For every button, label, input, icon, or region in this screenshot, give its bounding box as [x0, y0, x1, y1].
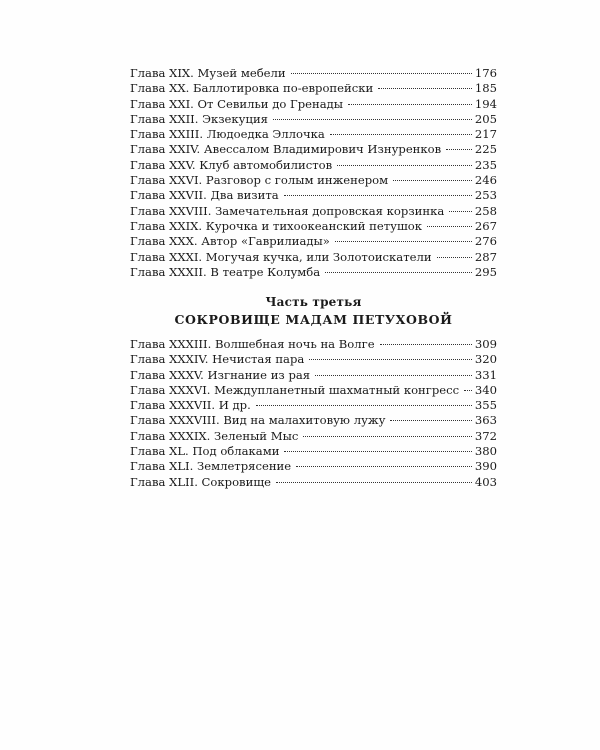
toc-entry: [130, 429, 497, 444]
toc-entry-title: Глава XX. Баллотировка по-европейски: [130, 81, 374, 96]
toc-entry: [130, 112, 497, 127]
toc-entry: [130, 81, 497, 96]
toc-entry-title: Глава XXXVIII. Вид на малахитовую лужу: [130, 413, 386, 428]
toc-entry: [130, 204, 497, 219]
toc-entry-page-number: 355: [474, 398, 497, 413]
toc-entry-title: Глава XXVIII. Замечательная допровская корзинка: [130, 203, 445, 218]
part-label: Часть третья: [265, 295, 362, 309]
toc-entry-title: Глава XXX. Автор «Гаврилиады»: [130, 234, 330, 249]
dot-leader: [284, 451, 471, 452]
dot-leader: [273, 119, 472, 120]
toc-entry-page-number: 253: [474, 188, 497, 203]
toc-entry: [130, 234, 497, 249]
toc-entry-title: Глава XL. Под облаками: [130, 444, 280, 459]
toc-entry: [130, 444, 497, 459]
toc-entry-title: Глава XXXI. Могучая кучка, или Золотоискатели: [130, 249, 432, 264]
toc-entry: [130, 337, 497, 352]
toc-entry: [130, 352, 497, 367]
dot-leader: [380, 344, 472, 345]
part-title: СОКРОВИЩЕ МАДАМ ПЕТУХОВОЙ: [174, 312, 453, 327]
dot-leader: [291, 73, 472, 74]
toc-entry: [130, 173, 497, 188]
toc-entry-title: Глава XXVII. Два визита: [130, 188, 279, 203]
dot-leader: [284, 195, 472, 196]
toc-entry-page-number: 235: [474, 157, 497, 172]
toc-entry-page-number: 380: [474, 444, 497, 459]
dot-leader: [446, 149, 472, 150]
dot-leader: [348, 104, 472, 105]
toc-entry-page-number: 295: [474, 264, 497, 279]
toc-entry: [130, 142, 497, 157]
dot-leader: [256, 405, 472, 406]
toc-entry-title: Глава XXI. От Севильи до Гренады: [130, 96, 343, 111]
toc-entry: [130, 475, 497, 490]
toc-entry: [130, 250, 497, 265]
toc-entry: [130, 383, 497, 398]
toc-entry: [130, 66, 497, 81]
dot-leader: [303, 436, 472, 437]
dot-leader: [315, 375, 472, 376]
toc-entry: [130, 368, 497, 383]
toc-entry: [130, 219, 497, 234]
dot-leader: [449, 211, 472, 212]
toc-entry-page-number: 320: [474, 352, 497, 367]
toc-entry-title: Глава XIX. Музей мебели: [130, 66, 286, 80]
dot-leader: [276, 482, 472, 483]
toc-entry: [130, 265, 497, 280]
toc-entry: [130, 97, 497, 112]
toc-entry: [130, 158, 497, 173]
toc-entry-page-number: 185: [474, 81, 497, 96]
toc-entry: [130, 459, 497, 474]
toc-entry-page-number: 309: [474, 337, 497, 351]
toc-entry-page-number: 403: [474, 474, 497, 489]
dot-leader: [390, 420, 471, 421]
toc-entry-title: Глава XXXVI. Междупланетный шахматный конгресс: [130, 382, 460, 397]
toc-entry-page-number: 363: [474, 413, 497, 428]
toc-entry-title: Глава XXXVII. И др.: [130, 398, 251, 413]
toc-entry-title: Глава XXIX. Курочка и тихоокеанский петушок: [130, 218, 423, 233]
dot-leader: [335, 241, 472, 242]
toc-entry-page-number: 217: [474, 127, 497, 142]
toc-entry-title: Глава XXVI. Разговор с голым инженером: [130, 173, 389, 188]
dot-leader: [464, 390, 472, 391]
dot-leader: [337, 165, 472, 166]
dot-leader: [325, 272, 472, 273]
toc-entry-page-number: 276: [474, 234, 497, 249]
toc-entry-page-number: 287: [474, 249, 497, 264]
dot-leader: [330, 134, 472, 135]
toc-entry-title: Глава XLII. Сокровище: [130, 474, 271, 489]
toc-entry-page-number: 258: [474, 203, 497, 218]
toc-list-part-two-continued: [130, 66, 497, 280]
toc-entry: [130, 127, 497, 142]
toc-entry: [130, 398, 497, 413]
toc-entry-page-number: 205: [474, 111, 497, 126]
toc-entry: [130, 413, 497, 428]
dot-leader: [296, 466, 472, 467]
toc-entry-page-number: 372: [474, 428, 497, 443]
dot-leader: [378, 88, 472, 89]
toc-entry-title: Глава XXIV. Авессалом Владимирович Изнуренков: [130, 142, 442, 157]
toc-entry-page-number: 331: [474, 367, 497, 382]
dot-leader: [309, 359, 472, 360]
toc-entry-title: Глава XXXIX. Зеленый Мыс: [130, 428, 299, 443]
dot-leader: [393, 180, 472, 181]
toc-entry-title: Глава XXXV. Изгнание из рая: [130, 367, 311, 382]
toc-entry-page-number: 340: [474, 382, 497, 397]
toc-entry-title: Глава XXIII. Людоедка Эллочка: [130, 127, 325, 142]
toc-entry-title: Глава XXII. Экзекуция: [130, 111, 268, 126]
toc-list-part-three: [130, 337, 497, 490]
toc-entry: [130, 188, 497, 203]
toc-entry-title: Глава XXV. Клуб автомобилистов: [130, 157, 333, 172]
toc-entry-page-number: 390: [474, 459, 497, 474]
toc-entry-page-number: 246: [474, 173, 497, 188]
dot-leader: [427, 226, 472, 227]
toc-entry-title: Глава XXXIII. Волшебная ночь на Волге: [130, 337, 375, 351]
toc-entry-page-number: 267: [474, 218, 497, 233]
toc-entry-title: Глава XXXII. В театре Колумба: [130, 264, 321, 279]
toc-entry-page-number: 194: [474, 96, 497, 111]
dot-leader: [437, 257, 472, 258]
toc-entry-page-number: 176: [474, 66, 497, 80]
toc-entry-title: Глава XXXIV. Нечистая пара: [130, 352, 305, 367]
toc-entry-page-number: 225: [474, 142, 497, 157]
toc-entry-title: Глава XLI. Землетрясение: [130, 459, 292, 474]
